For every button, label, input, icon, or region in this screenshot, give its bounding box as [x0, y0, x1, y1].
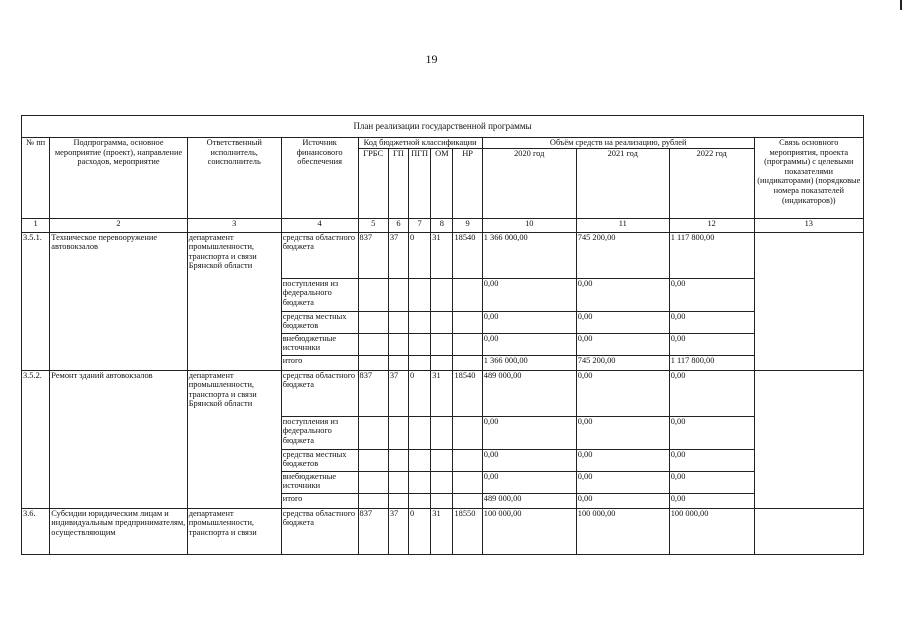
code-nr: [453, 471, 482, 493]
code-pgp: 0: [409, 232, 431, 278]
code-gp: 37: [388, 508, 408, 554]
column-number: 2: [50, 218, 187, 232]
amount-2021: 745 200,00: [576, 355, 669, 370]
code-gp: 37: [388, 370, 408, 416]
amount-2022: 100 000,00: [669, 508, 754, 554]
amount-2022: 0,00: [669, 311, 754, 333]
amount-2022: 0,00: [669, 370, 754, 416]
header-pgp: ПГП: [409, 148, 431, 218]
amount-2021: 0,00: [576, 333, 669, 355]
amount-2020: 489 000,00: [482, 370, 576, 416]
code-om: 31: [431, 232, 453, 278]
header-num: № пп: [22, 138, 50, 219]
code-grbs: [358, 471, 388, 493]
column-number: 9: [453, 218, 482, 232]
header-source: Источник финансового обеспечения: [281, 138, 358, 219]
code-pgp: [409, 471, 431, 493]
funding-source: итого: [281, 493, 358, 508]
header-executor: Ответственный исполнитель, соисполнитель: [187, 138, 281, 219]
amount-2022: 0,00: [669, 449, 754, 471]
executor: департамент промышленности, транспорта и связи: [187, 508, 281, 554]
table-row: [22, 508, 864, 554]
code-grbs: 837: [358, 508, 388, 554]
code-pgp: [409, 278, 431, 311]
code-om: [431, 493, 453, 508]
amount-2022: 0,00: [669, 333, 754, 355]
code-pgp: [409, 333, 431, 355]
table-row: [22, 370, 864, 416]
table-caption: План реализации государственной программы: [22, 116, 864, 138]
funding-source: внебюджетные источники: [281, 333, 358, 355]
funding-source: итого: [281, 355, 358, 370]
column-number: 3: [187, 218, 281, 232]
amount-2021: 0,00: [576, 416, 669, 449]
code-nr: [453, 355, 482, 370]
amount-2020: 0,00: [482, 278, 576, 311]
code-om: [431, 471, 453, 493]
code-pgp: 0: [409, 370, 431, 416]
code-grbs: [358, 416, 388, 449]
column-number: 7: [409, 218, 431, 232]
header-budget-code: Код бюджетной классификации: [358, 138, 482, 149]
column-number: 10: [482, 218, 576, 232]
table-row: [22, 232, 864, 278]
amount-2021: 0,00: [576, 493, 669, 508]
amount-2022: 1 117 800,00: [669, 355, 754, 370]
executor: департамент промышленности, транспорта и связи Брянской области: [187, 370, 281, 508]
measure-name: Техническое перевооружение автовокзалов: [50, 232, 187, 370]
code-om: [431, 333, 453, 355]
code-grbs: [358, 449, 388, 471]
code-gp: [388, 416, 408, 449]
code-nr: [453, 449, 482, 471]
amount-2020: 1 366 000,00: [482, 355, 576, 370]
code-nr: [453, 333, 482, 355]
amount-2021: 0,00: [576, 449, 669, 471]
code-pgp: 0: [409, 508, 431, 554]
funding-source: средства областного бюджета: [281, 508, 358, 554]
amount-2020: 100 000,00: [482, 508, 576, 554]
amount-2021: 745 200,00: [576, 232, 669, 278]
code-gp: [388, 449, 408, 471]
column-number: 5: [358, 218, 388, 232]
code-om: [431, 311, 453, 333]
code-nr: [453, 493, 482, 508]
indicator-link: [754, 370, 863, 508]
code-nr: [453, 278, 482, 311]
executor: департамент промышленности, транспорта и связи Брянской области: [187, 232, 281, 370]
header-2022: 2022 год: [669, 148, 754, 218]
amount-2020: 0,00: [482, 449, 576, 471]
code-om: [431, 278, 453, 311]
measure-name: Субсидии юридическим лицам и индивидуальным предпринимателям, осуществляющим: [50, 508, 187, 554]
code-nr: 18540: [453, 232, 482, 278]
header-gp: ГП: [388, 148, 408, 218]
funding-source: внебюджетные источники: [281, 471, 358, 493]
code-gp: [388, 493, 408, 508]
column-number: 13: [754, 218, 863, 232]
program-plan-table: [21, 115, 864, 555]
page-edge-mark: [900, 0, 902, 10]
measure-name: Ремонт зданий автовокзалов: [50, 370, 187, 508]
code-nr: [453, 416, 482, 449]
column-number: 8: [431, 218, 453, 232]
amount-2020: 1 366 000,00: [482, 232, 576, 278]
amount-2021: 0,00: [576, 471, 669, 493]
indicator-link: [754, 232, 863, 370]
code-grbs: [358, 493, 388, 508]
code-om: [431, 449, 453, 471]
amount-2020: 489 000,00: [482, 493, 576, 508]
code-om: [431, 355, 453, 370]
code-gp: 37: [388, 232, 408, 278]
column-number: 4: [281, 218, 358, 232]
amount-2021: 100 000,00: [576, 508, 669, 554]
row-number: 3.5.1.: [22, 232, 50, 370]
funding-source: поступления из федерального бюджета: [281, 416, 358, 449]
header-grbs: ГРБС: [358, 148, 388, 218]
funding-source: средства областного бюджета: [281, 370, 358, 416]
funding-source: поступления из федерального бюджета: [281, 278, 358, 311]
code-om: 31: [431, 370, 453, 416]
column-number: 12: [669, 218, 754, 232]
column-number: 11: [576, 218, 669, 232]
code-grbs: [358, 311, 388, 333]
funding-source: средства местных бюджетов: [281, 449, 358, 471]
header-subprogram: Подпрограмма, основное мероприятие (проект), направление расходов, мероприятие: [50, 138, 187, 219]
header-nr: НР: [453, 148, 482, 218]
header-om: ОМ: [431, 148, 453, 218]
code-om: 31: [431, 508, 453, 554]
amount-2020: 0,00: [482, 311, 576, 333]
amount-2022: 0,00: [669, 416, 754, 449]
code-gp: [388, 471, 408, 493]
code-grbs: [358, 355, 388, 370]
code-grbs: 837: [358, 232, 388, 278]
code-om: [431, 416, 453, 449]
amount-2022: 1 117 800,00: [669, 232, 754, 278]
amount-2022: 0,00: [669, 493, 754, 508]
amount-2021: 0,00: [576, 370, 669, 416]
code-nr: [453, 311, 482, 333]
column-number: 6: [388, 218, 408, 232]
amount-2022: 0,00: [669, 278, 754, 311]
code-grbs: [358, 278, 388, 311]
funding-source: средства областного бюджета: [281, 232, 358, 278]
code-gp: [388, 333, 408, 355]
amount-2020: 0,00: [482, 471, 576, 493]
code-gp: [388, 311, 408, 333]
code-pgp: [409, 416, 431, 449]
code-pgp: [409, 355, 431, 370]
header-volume: Объём средств на реализацию, рублей: [482, 138, 754, 149]
code-gp: [388, 278, 408, 311]
code-grbs: [358, 333, 388, 355]
header-2020: 2020 год: [482, 148, 576, 218]
indicator-link: [754, 508, 863, 554]
code-nr: 18540: [453, 370, 482, 416]
amount-2021: 0,00: [576, 311, 669, 333]
code-nr: 18550: [453, 508, 482, 554]
page-number: 19: [425, 52, 438, 66]
funding-source: средства местных бюджетов: [281, 311, 358, 333]
header-2021: 2021 год: [576, 148, 669, 218]
code-gp: [388, 355, 408, 370]
amount-2020: 0,00: [482, 416, 576, 449]
code-pgp: [409, 311, 431, 333]
row-number: 3.6.: [22, 508, 50, 554]
header-link: Связь основного мероприятия, проекта (программы) с целевыми показателями (индикаторами) (порядковые номера показателей (индикаторов)): [754, 138, 863, 219]
row-number: 3.5.2.: [22, 370, 50, 508]
amount-2022: 0,00: [669, 471, 754, 493]
code-grbs: 837: [358, 370, 388, 416]
amount-2021: 0,00: [576, 278, 669, 311]
amount-2020: 0,00: [482, 333, 576, 355]
code-pgp: [409, 493, 431, 508]
column-number: 1: [22, 218, 50, 232]
code-pgp: [409, 449, 431, 471]
